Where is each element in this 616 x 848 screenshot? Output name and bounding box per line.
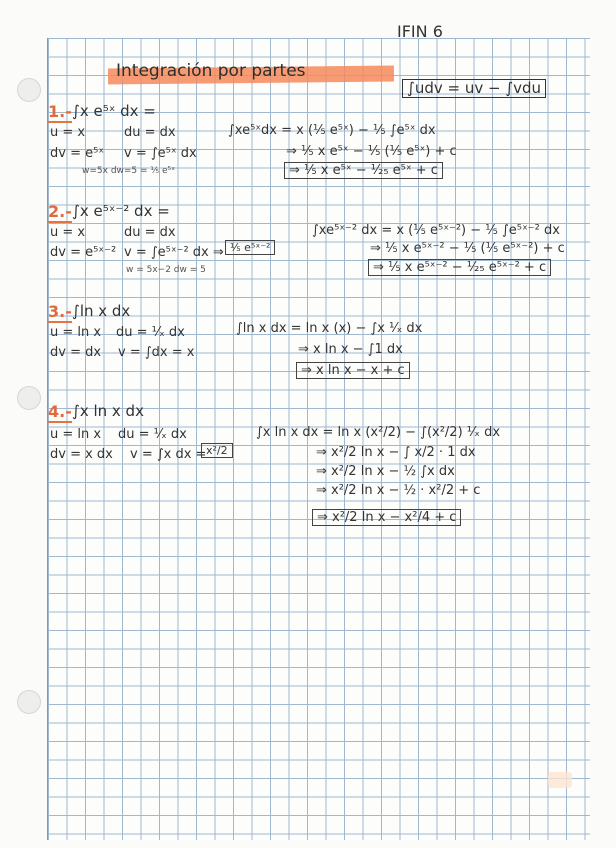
solution-step: ⇒ x²/2 ln x − ∫ x/2 · 1 dx	[316, 445, 476, 460]
number-underline	[48, 321, 72, 323]
boxed-answer: ⇒ x ln x − x + c	[296, 362, 410, 379]
number-underline	[48, 221, 72, 223]
binder-hole	[17, 690, 41, 714]
page-title: Integración por partes	[116, 61, 306, 81]
substitution-note: w=5x dw=5 = ⅕ e⁵ˣ	[82, 166, 176, 176]
du-definition: du = dx	[124, 225, 176, 240]
dv-definition: dv = dx	[50, 345, 102, 360]
boxed-answer: ⇒ ⅕ x e⁵ˣ − ¹⁄₂₅ e⁵ˣ + c	[284, 162, 443, 179]
solution-step: ⇒ x²/2 ln x − ½ · x²/2 + c	[316, 483, 481, 498]
du-definition: du = ¹⁄ₓ dx	[116, 325, 185, 340]
number-underline	[48, 421, 72, 423]
v-definition: v = ∫e⁵ˣ dx	[124, 146, 197, 161]
solution-step: ⇒ x ln x − ∫1 dx	[298, 342, 403, 357]
substitution-note: w = 5x−2 dw = 5	[126, 265, 206, 275]
u-definition: u = x	[50, 125, 86, 140]
solution-step: ⇒ ⅕ x e⁵ˣ⁻² − ⅕ (⅕ e⁵ˣ⁻²) + c	[370, 241, 565, 256]
solution-step: ∫xe⁵ˣ⁻² dx = x (⅕ e⁵ˣ⁻²) − ⅕ ∫e⁵ˣ⁻² dx	[312, 223, 560, 238]
solution-step: ∫x ln x dx = ln x (x²/2) − ∫(x²/2) ¹⁄ₓ dx	[256, 425, 501, 440]
dv-definition: dv = x dx	[50, 447, 113, 462]
dv-definition: dv = e⁵ˣ⁻²	[50, 245, 117, 260]
v-result: ⅕ e⁵ˣ⁻²	[225, 240, 275, 255]
problem-integral: ∫x ln x dx	[72, 402, 144, 420]
binder-hole	[17, 386, 41, 410]
v-result: x²/2	[201, 443, 233, 458]
boxed-answer: ⇒ ⅕ x e⁵ˣ⁻² − ¹⁄₂₅ e⁵ˣ⁻² + c	[368, 259, 551, 276]
problem-number: 1.-	[48, 102, 72, 121]
dv-definition: dv = e⁵ˣ	[50, 146, 105, 161]
problem-number: 2.-	[48, 202, 72, 221]
problem-number: 4.-	[48, 402, 72, 421]
u-definition: u = ln x	[50, 427, 102, 442]
problem-number: 3.-	[48, 302, 72, 321]
solution-step: ⇒ x²/2 ln x − ½ ∫x dx	[316, 464, 455, 479]
solution-step: ∫ln x dx = ln x (x) − ∫x ¹⁄ₓ dx	[236, 321, 423, 336]
du-definition: du = ¹⁄ₓ dx	[118, 427, 187, 442]
u-definition: u = x	[50, 225, 86, 240]
problem-integral: ∫ln x dx	[72, 302, 131, 320]
solution-step: ∫xe⁵ˣdx = x (⅕ e⁵ˣ) − ⅕ ∫e⁵ˣ dx	[228, 123, 436, 138]
v-definition: v = ∫e⁵ˣ⁻² dx ⇒	[124, 245, 224, 260]
u-definition: u = ln x	[50, 325, 102, 340]
v-definition: v = ∫x dx =	[130, 447, 207, 462]
problem-integral: ∫x e⁵ˣ dx =	[72, 102, 156, 120]
solution-step: ⇒ ⅕ x e⁵ˣ − ⅕ (⅕ e⁵ˣ) + c	[286, 144, 457, 159]
v-definition: v = ∫dx = x	[118, 345, 195, 360]
binder-hole	[17, 78, 41, 102]
paper-stain	[548, 772, 572, 788]
header-label: IFIN 6	[397, 22, 443, 41]
problem-integral: ∫x e⁵ˣ⁻² dx =	[72, 202, 170, 220]
du-definition: du = dx	[124, 125, 176, 140]
parts-formula: ∫udv = uv − ∫vdu	[402, 79, 546, 98]
number-underline	[48, 121, 72, 123]
boxed-answer: ⇒ x²/2 ln x − x²/4 + c	[312, 509, 461, 526]
